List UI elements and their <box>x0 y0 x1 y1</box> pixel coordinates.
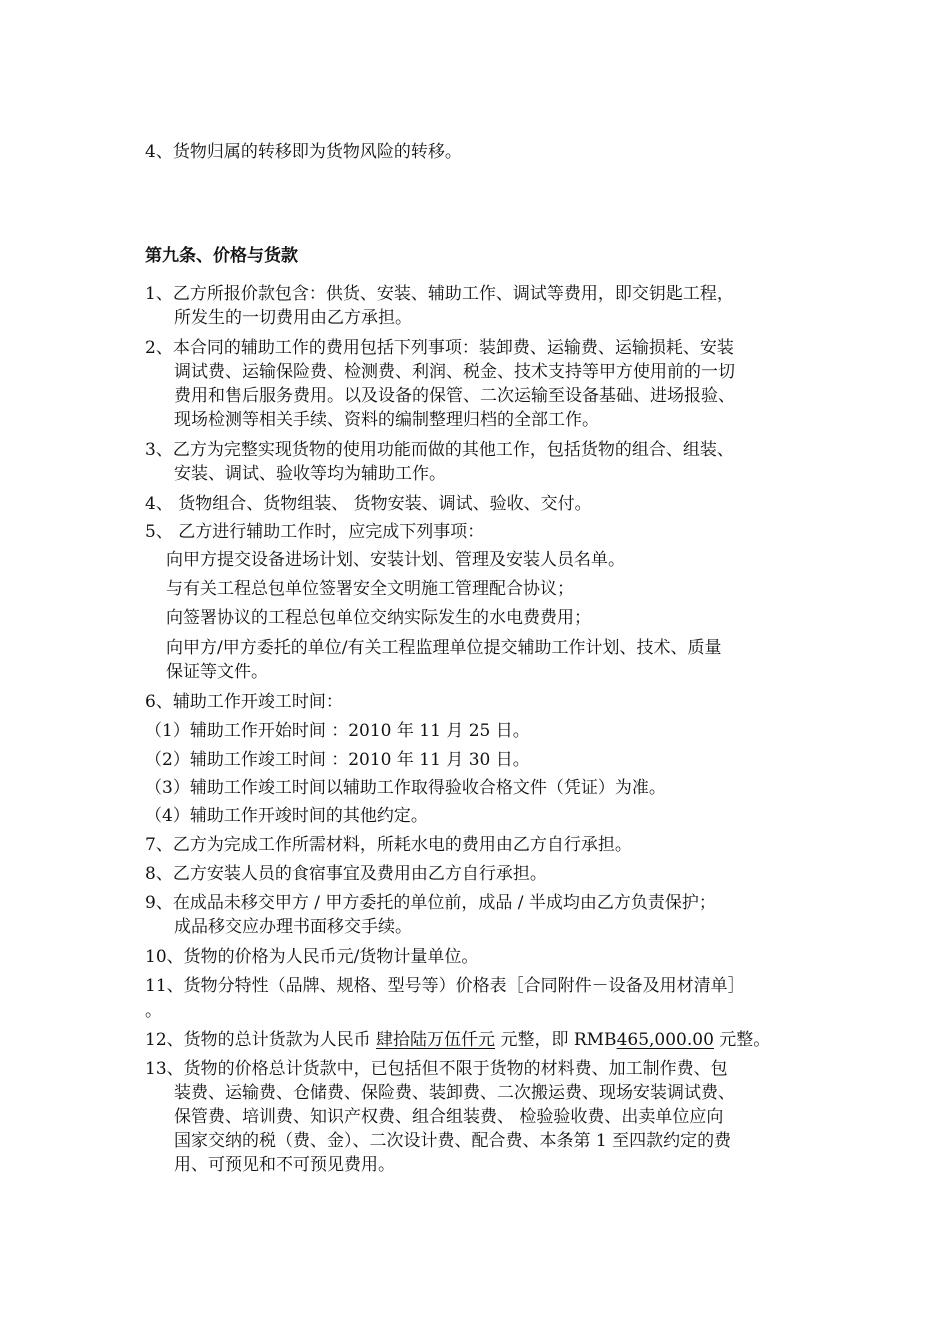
item3-line1: 3、乙方为完整实现货物的使用功能而做的其他工作，包括货物的组合、组装、 <box>145 440 734 460</box>
clause8-item4: 4、货物归属的转移即为货物风险的转移。 <box>145 142 462 162</box>
item12-amount-chinese: 肆拾陆万伍仟元 <box>376 1030 496 1050</box>
item13-line3: 保管费、培训费、知识产权费、组合组装费、 检验验收费、出卖单位应向 <box>174 1107 724 1127</box>
item1-line1: 1、乙方所报价款包含：供货、安装、辅助工作、调试等费用，即交钥匙工程， <box>145 284 734 304</box>
item13-line2: 装费、运输费、仓储费、保险费、装卸费、二次搬运费、现场安装调试费、 <box>174 1083 735 1103</box>
item5-sub4-line2: 保证等文件。 <box>166 662 268 682</box>
item6: 6、辅助工作开竣工时间： <box>145 692 343 712</box>
item5: 5、 乙方进行辅助工作时，应完成下列事项： <box>145 522 485 542</box>
item12-suffix: 元整。 <box>713 1030 771 1050</box>
item6-sub1: （1）辅助工作开始时间 ：2010 年 11 月 25 日。 <box>145 721 530 741</box>
section-title: 第九条、价格与货款 <box>145 246 298 266</box>
item4: 4、 货物组合、货物组装、 货物安装、调试、验收、交付。 <box>145 494 592 514</box>
item2-line3: 费用和售后服务费用。以及设备的保管、二次运输至设备基础、进场报验、 <box>174 386 735 406</box>
item5-sub1: 向甲方提交设备进场计划、安装计划、管理及安装人员名单。 <box>166 550 625 570</box>
item2-line1: 2、本合同的辅助工作的费用包括下列事项：装卸费、运输费、运输损耗、安装 <box>145 338 734 358</box>
item12-prefix: 12、货物的总计货款为人民币 <box>145 1030 377 1050</box>
item12 <box>145 1028 770 1052</box>
item2-line2: 调试费、运输保险费、检测费、利润、税金、技术支持等甲方使用前的一切 <box>174 362 735 382</box>
item13-line4: 国家交纳的税（费、金）、二次设计费、配合费、本条第 1 至四款约定的费 <box>174 1131 732 1151</box>
item5-sub3: 向签署协议的工程总包单位交纳实际发生的水电费费用； <box>166 608 591 628</box>
item9-line2: 成品移交应办理书面移交手续。 <box>174 917 412 937</box>
item13-line5: 用、可预见和不可预见费用。 <box>174 1155 395 1175</box>
item5-sub4-line1: 向甲方/甲方委托的单位/有关工程监理单位提交辅助工作计划、技术、质量 <box>166 638 722 658</box>
item12-amount-number: 465,000.00 <box>616 1030 714 1050</box>
item7: 7、乙方为完成工作所需材料，所耗水电的费用由乙方自行承担。 <box>145 835 632 855</box>
item11-line1: 11、货物分特性（品牌、规格、型号等）价格表［合同附件－设备及用材清单］ <box>145 976 745 996</box>
item3-line2: 安装、调试、验收等均为辅助工作。 <box>174 464 446 484</box>
item1-line2: 所发生的一切费用由乙方承担。 <box>174 308 412 328</box>
item11-line2: 。 <box>145 1001 162 1021</box>
item6-sub4: （4）辅助工作开竣时间的其他约定。 <box>145 806 428 826</box>
item6-sub3: （3）辅助工作竣工时间以辅助工作取得验收合格文件（凭证）为准。 <box>145 778 666 798</box>
item2-line4: 现场检测等相关手续、资料的编制整理归档的全部工作。 <box>174 410 599 430</box>
item5-sub2: 与有关工程总包单位签署安全文明施工管理配合协议； <box>166 579 574 599</box>
item10: 10、货物的价格为人民币元/货物计量单位。 <box>145 947 479 967</box>
item12-middle: 元整，即 RMB <box>495 1030 617 1050</box>
item9-line1: 9、在成品未移交甲方 / 甲方委托的单位前，成品 / 半成均由乙方负责保护； <box>145 893 716 913</box>
item6-sub2: （2）辅助工作竣工时间 ：2010 年 11 月 30 日。 <box>145 750 530 770</box>
item13-line1: 13、货物的价格总计货款中，已包括但不限于货物的材料费、加工制作费、包 <box>145 1059 728 1079</box>
item8: 8、乙方安装人员的食宿事宜及费用由乙方自行承担。 <box>145 864 547 884</box>
